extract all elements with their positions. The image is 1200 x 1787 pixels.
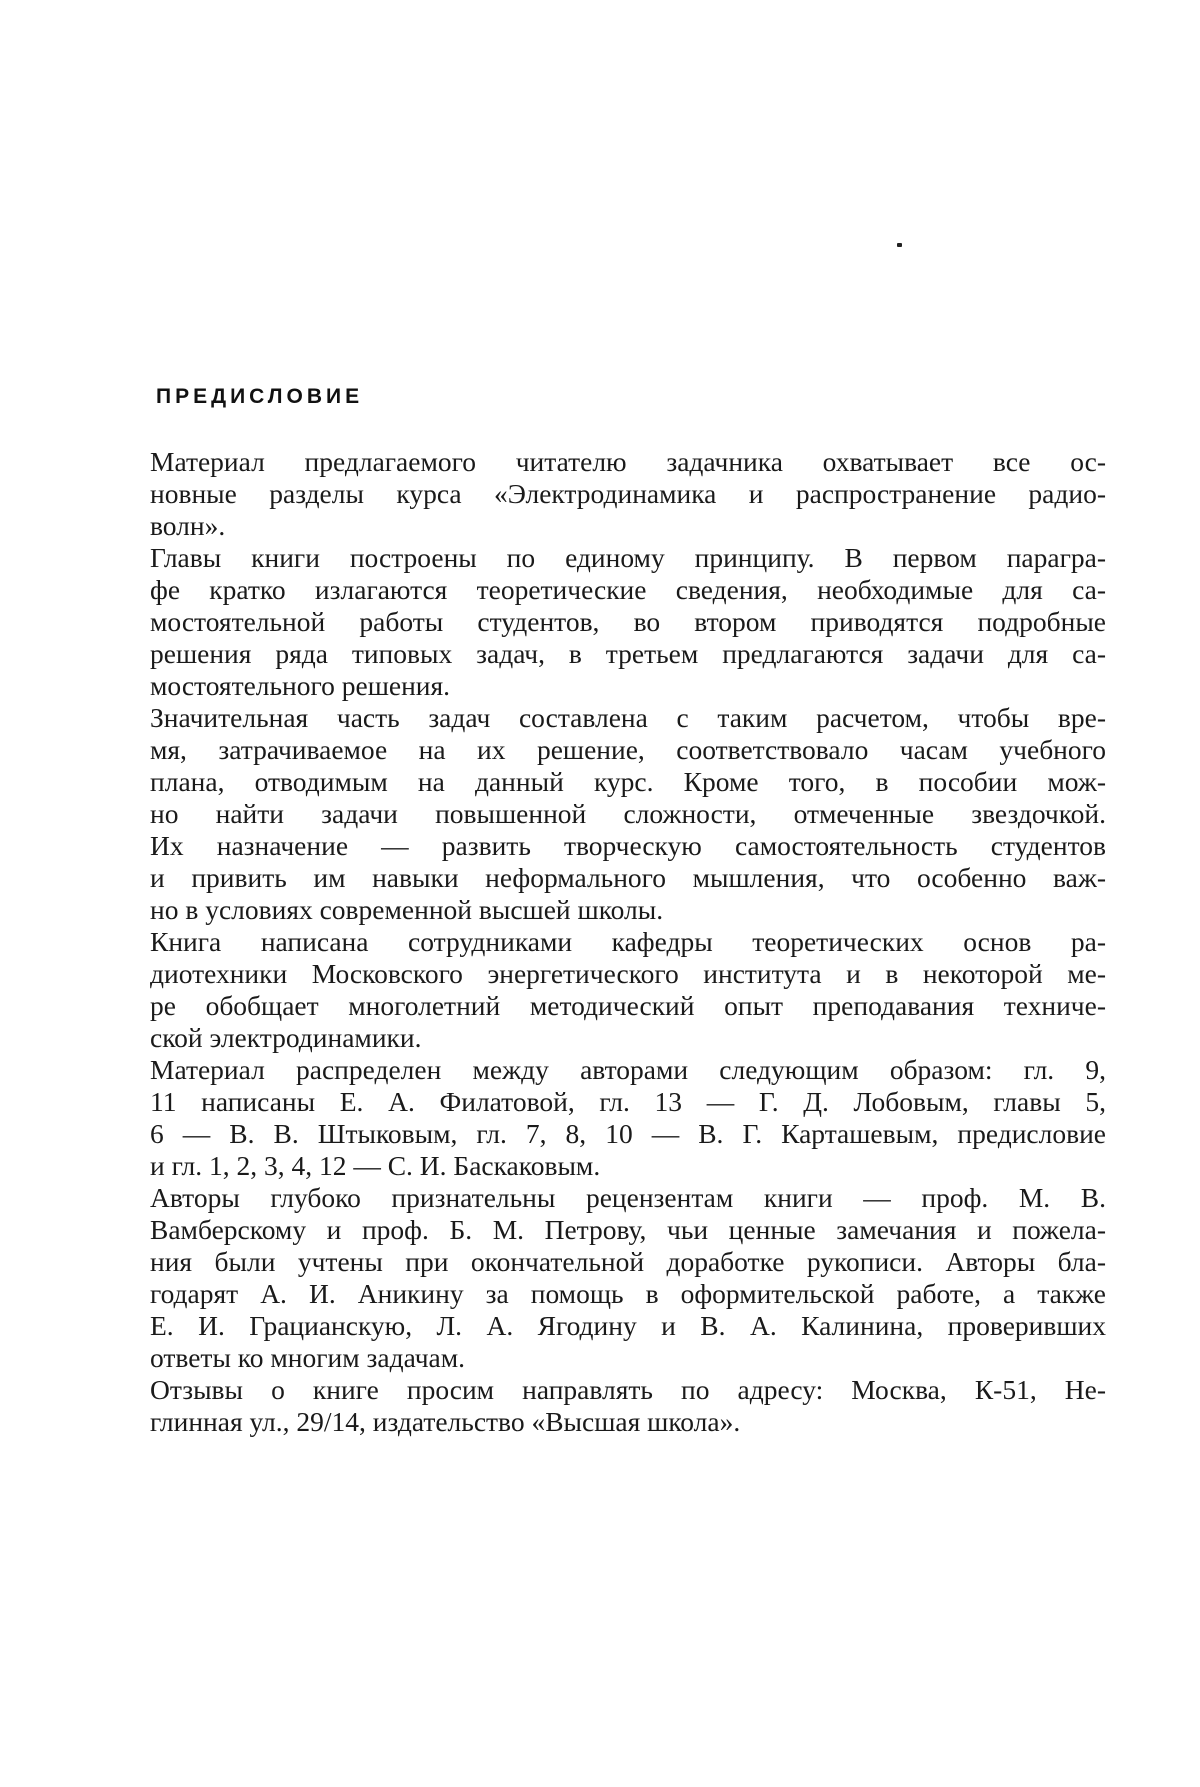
text-line: Материал распределен между авторами следующим образом: гл. 9,	[150, 1054, 1106, 1085]
text-line: волн».	[150, 510, 226, 541]
text-line: но в условиях современной высшей школы.	[150, 894, 664, 925]
text-line: 11 написаны Е. А. Филатовой, гл. 13 — Г. Д. Лобовым, главы 5,	[150, 1086, 1106, 1117]
text-line: Авторы глубоко признательны рецензентам книги — проф. М. В.	[150, 1182, 1106, 1213]
text-line: мя, затрачиваемое на их решение, соответствовало часам учебного	[150, 734, 1106, 765]
paragraph	[150, 926, 1106, 1054]
text-line: Е. И. Грацианскую, Л. А. Ягодину и В. А. Калинина, проверивших	[150, 1310, 1106, 1341]
text-line: но найти задачи повышенной сложности, отмеченные звездочкой.	[150, 798, 1106, 829]
text-line: плана, отводимым на данный курс. Кроме того, в пособии мож-	[150, 766, 1106, 797]
text-line: глинная ул., 29/14, издательство «Высшая школа».	[150, 1406, 741, 1437]
text-line: Вамберскому и проф. Б. М. Петрову, чьи ценные замечания и пожела-	[150, 1214, 1106, 1245]
paragraph	[150, 1374, 1106, 1438]
text-line: решения ряда типовых задач, в третьем предлагаются задачи для са-	[150, 638, 1106, 669]
paragraph	[150, 446, 1106, 542]
text-line: новные разделы курса «Электродинамика и распространение радио-	[150, 478, 1106, 509]
text-line: и привить им навыки неформального мышления, что особенно важ-	[150, 862, 1106, 893]
text-line: и гл. 1, 2, 3, 4, 12 — С. И. Баскаковым.	[150, 1150, 601, 1181]
text-line: мостоятельной работы студентов, во втором приводятся подробные	[150, 606, 1106, 637]
text-line: годарят А. И. Аникину за помощь в оформительской работе, а также	[150, 1278, 1106, 1309]
print-speck	[897, 243, 902, 247]
paragraph	[150, 1182, 1106, 1374]
text-line: Книга написана сотрудниками кафедры теоретических основ ра-	[150, 926, 1106, 957]
text-line: Отзывы о книге просим направлять по адресу: Москва, К-51, Не-	[150, 1374, 1106, 1405]
text-line: ния были учтены при окончательной доработке рукописи. Авторы бла-	[150, 1246, 1106, 1277]
preface-body	[150, 446, 1106, 1438]
text-line: ре обобщает многолетний методический опыт преподавания техниче-	[150, 990, 1106, 1021]
text-line: Главы книги построены по единому принципу. В первом парагра-	[150, 542, 1106, 573]
text-line: ской электродинамики.	[150, 1022, 422, 1053]
text-line: мостоятельного решения.	[150, 670, 451, 701]
section-heading: ПРЕДИСЛОВИЕ	[156, 385, 364, 408]
text-line: Их назначение — развить творческую самостоятельность студентов	[150, 830, 1106, 861]
text-line: 6 — В. В. Штыковым, гл. 7, 8, 10 — В. Г. Карташевым, предисловие	[150, 1118, 1106, 1149]
text-line: диотехники Московского энергетического института и в некоторой ме-	[150, 958, 1106, 989]
text-line: Материал предлагаемого читателю задачника охватывает все ос-	[150, 446, 1106, 477]
paragraph	[150, 702, 1106, 926]
paragraph	[150, 1054, 1106, 1182]
text-line: Значительная часть задач составлена с таким расчетом, чтобы вре-	[150, 702, 1106, 733]
paragraph	[150, 542, 1106, 702]
text-line: ответы ко многим задачам.	[150, 1342, 466, 1373]
text-line: фе кратко излагаются теоретические сведения, необходимые для са-	[150, 574, 1106, 605]
